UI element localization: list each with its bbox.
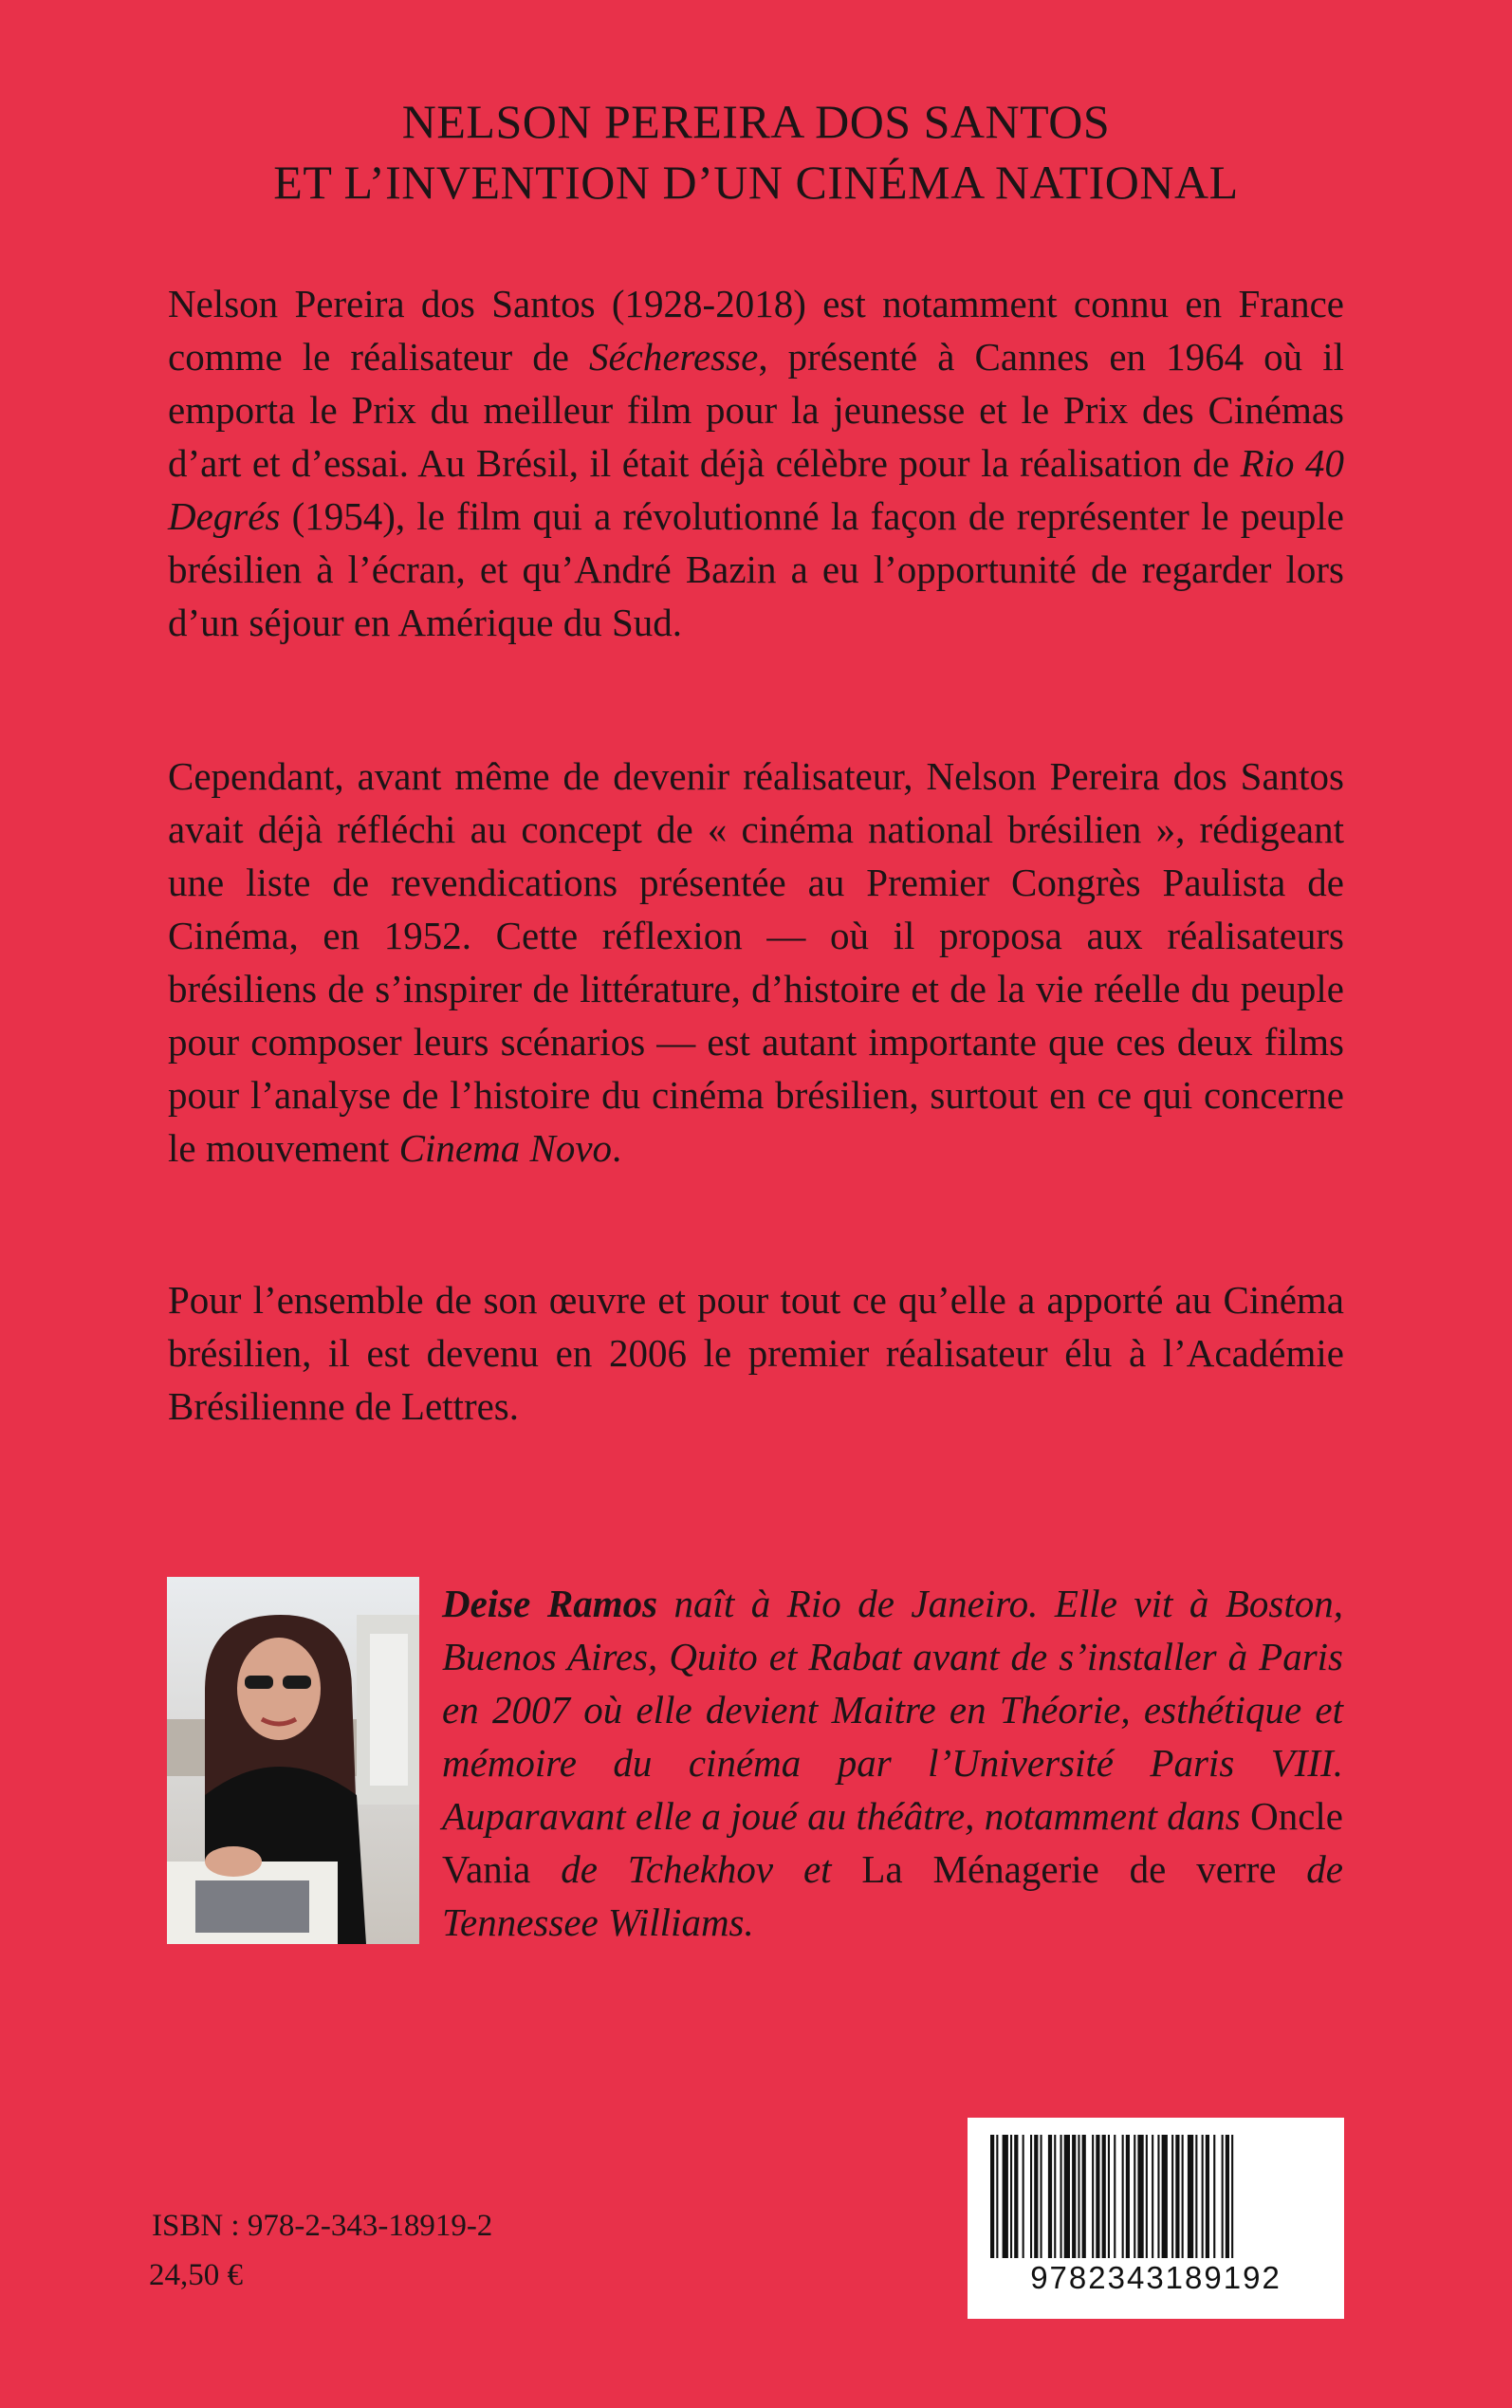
barcode-bar: [1146, 2135, 1148, 2258]
barcode-bar: [1134, 2135, 1135, 2258]
synopsis-paragraph-1: [168, 277, 1344, 649]
author-portrait-image: [167, 1577, 419, 1944]
p1-italic-rio: Rio 40 Degrés: [168, 441, 1344, 538]
barcode-bar: [1162, 2135, 1168, 2258]
title-line-1: NELSON PEREIRA DOS SANTOS: [401, 95, 1111, 148]
barcode-bar: [1078, 2135, 1079, 2258]
barcode-bar: [1157, 2135, 1159, 2258]
barcode-bar: [1010, 2135, 1012, 2258]
barcode-bar: [1213, 2135, 1215, 2258]
title-line-2: ET L’INVENTION D’UN CINÉMA NATIONAL: [273, 156, 1239, 209]
author-biography: [442, 1577, 1343, 1949]
bio-text-1: naît à Rio de Janeiro. Elle vit à Boston, Buenos Aires, Quito et Rabat avant de s’installer à Paris en 2007 où elle devient Maitre en Théorie, esthétique et mémoire du cinéma par l’Université Paris VIII. Auparavant elle a joué au théâtre, notamment dans: [442, 1582, 1343, 1838]
barcode-bar: [1206, 2135, 1209, 2258]
author-name: Deise Ramos: [442, 1582, 658, 1625]
barcode-bar: [1202, 2135, 1204, 2258]
barcode: [968, 2118, 1344, 2319]
p1-italic-secheresse: Sécheresse: [588, 335, 759, 379]
barcode-bar: [1126, 2135, 1130, 2258]
barcode-bar: [1231, 2135, 1233, 2258]
barcode-bars: [986, 2135, 1325, 2258]
bio-text-2: de Tchekhov et: [530, 1847, 862, 1891]
barcode-bar: [1152, 2135, 1153, 2258]
barcode-bar: [996, 2135, 998, 2258]
barcode-bar: [1041, 2135, 1042, 2258]
barcode-bar: [1122, 2135, 1124, 2258]
p2-text-1: Cependant, avant même de devenir réalisateur, Nelson Pereira dos Santos avait déjà réfléchi au concept de « cinéma national brésilien », rédigeant une liste de revendications présentée au Premier Congrès Paulista de Cinéma, en 1952. Cette réflexion — où il proposa aux réalisateurs brésiliens de s’inspirer de littérature, d’histoire et de la vie réelle du peuple pour composer leurs scénarios — est autant importante que ces deux films pour l’analyse de l’histoire du cinéma brésilien, surtout en ce qui concerne le mouvement: [168, 754, 1344, 1170]
author-photo: [167, 1577, 419, 1944]
barcode-bar: [1182, 2135, 1184, 2258]
barcode-bar: [1030, 2135, 1032, 2258]
synopsis-paragraph-2: [168, 750, 1344, 1175]
book-title: [114, 91, 1398, 213]
barcode-bar: [1171, 2135, 1173, 2258]
barcode-bar: [1054, 2135, 1056, 2258]
barcode-bar: [1188, 2135, 1193, 2258]
barcode-bar: [1034, 2135, 1038, 2258]
barcode-bar: [1092, 2135, 1094, 2258]
isbn-number: ISBN : 978-2-343-18919-2: [152, 2209, 493, 2243]
barcode-bar: [1048, 2135, 1052, 2258]
synopsis-paragraph-3: Pour l’ensemble de son œuvre et pour tout ce qu’elle a apporté au Cinéma brésilien, il est devenu en 2006 le premier réalisateur élu à l’Académie Brésilienne de Lettres.: [168, 1278, 1344, 1428]
barcode-bar: [1060, 2135, 1062, 2258]
p2-italic-cinema-novo: Cinema Novo: [398, 1126, 613, 1170]
barcode-bar: [1114, 2135, 1116, 2258]
barcode-bar: [1003, 2135, 1008, 2258]
barcode-bar: [1102, 2135, 1106, 2258]
p2-text-2: .: [612, 1126, 622, 1170]
barcode-bar: [1072, 2135, 1076, 2258]
p1-text-1: Nelson Pereira dos Santos (1928-2018) est notamment connu en France comme le réalisateur de: [168, 282, 1344, 379]
bio-work-oncle-vania: Oncle Vania: [442, 1794, 1343, 1891]
p1-text-2: , présenté à Cannes en 1964 où il emporta le Prix du meilleur film pour la jeunesse et le Prix des Cinémas d’art et d’essai. Au Brésil, il était déjà célèbre pour la réalisation de: [168, 335, 1344, 485]
barcode-bar: [1064, 2135, 1070, 2258]
barcode-bar: [990, 2135, 994, 2258]
bio-text-3: de Tennessee Williams.: [442, 1847, 1343, 1944]
barcode-bar: [1226, 2135, 1229, 2258]
bio-work-menagerie: La Ménagerie de verre: [861, 1847, 1277, 1891]
barcode-bar: [1175, 2135, 1179, 2258]
barcode-bar: [1222, 2135, 1224, 2258]
barcode-bar: [1195, 2135, 1197, 2258]
barcode-bar: [1137, 2135, 1143, 2258]
barcode-bar: [1082, 2135, 1086, 2258]
barcode-bar: [1096, 2135, 1099, 2258]
barcode-bar: [1023, 2135, 1024, 2258]
barcode-bar: [1108, 2135, 1110, 2258]
price: 24,50 €: [149, 2258, 243, 2292]
barcode-digits: 9782343189192: [1030, 2260, 1282, 2295]
p1-text-3: (1954), le film qui a révolutionné la façon de représenter le peuple brésilien à l’écran, et qu’André Bazin a eu l’opportunité de regarder lors d’un séjour en Amérique du Sud.: [168, 494, 1344, 644]
barcode-bar: [1014, 2135, 1018, 2258]
